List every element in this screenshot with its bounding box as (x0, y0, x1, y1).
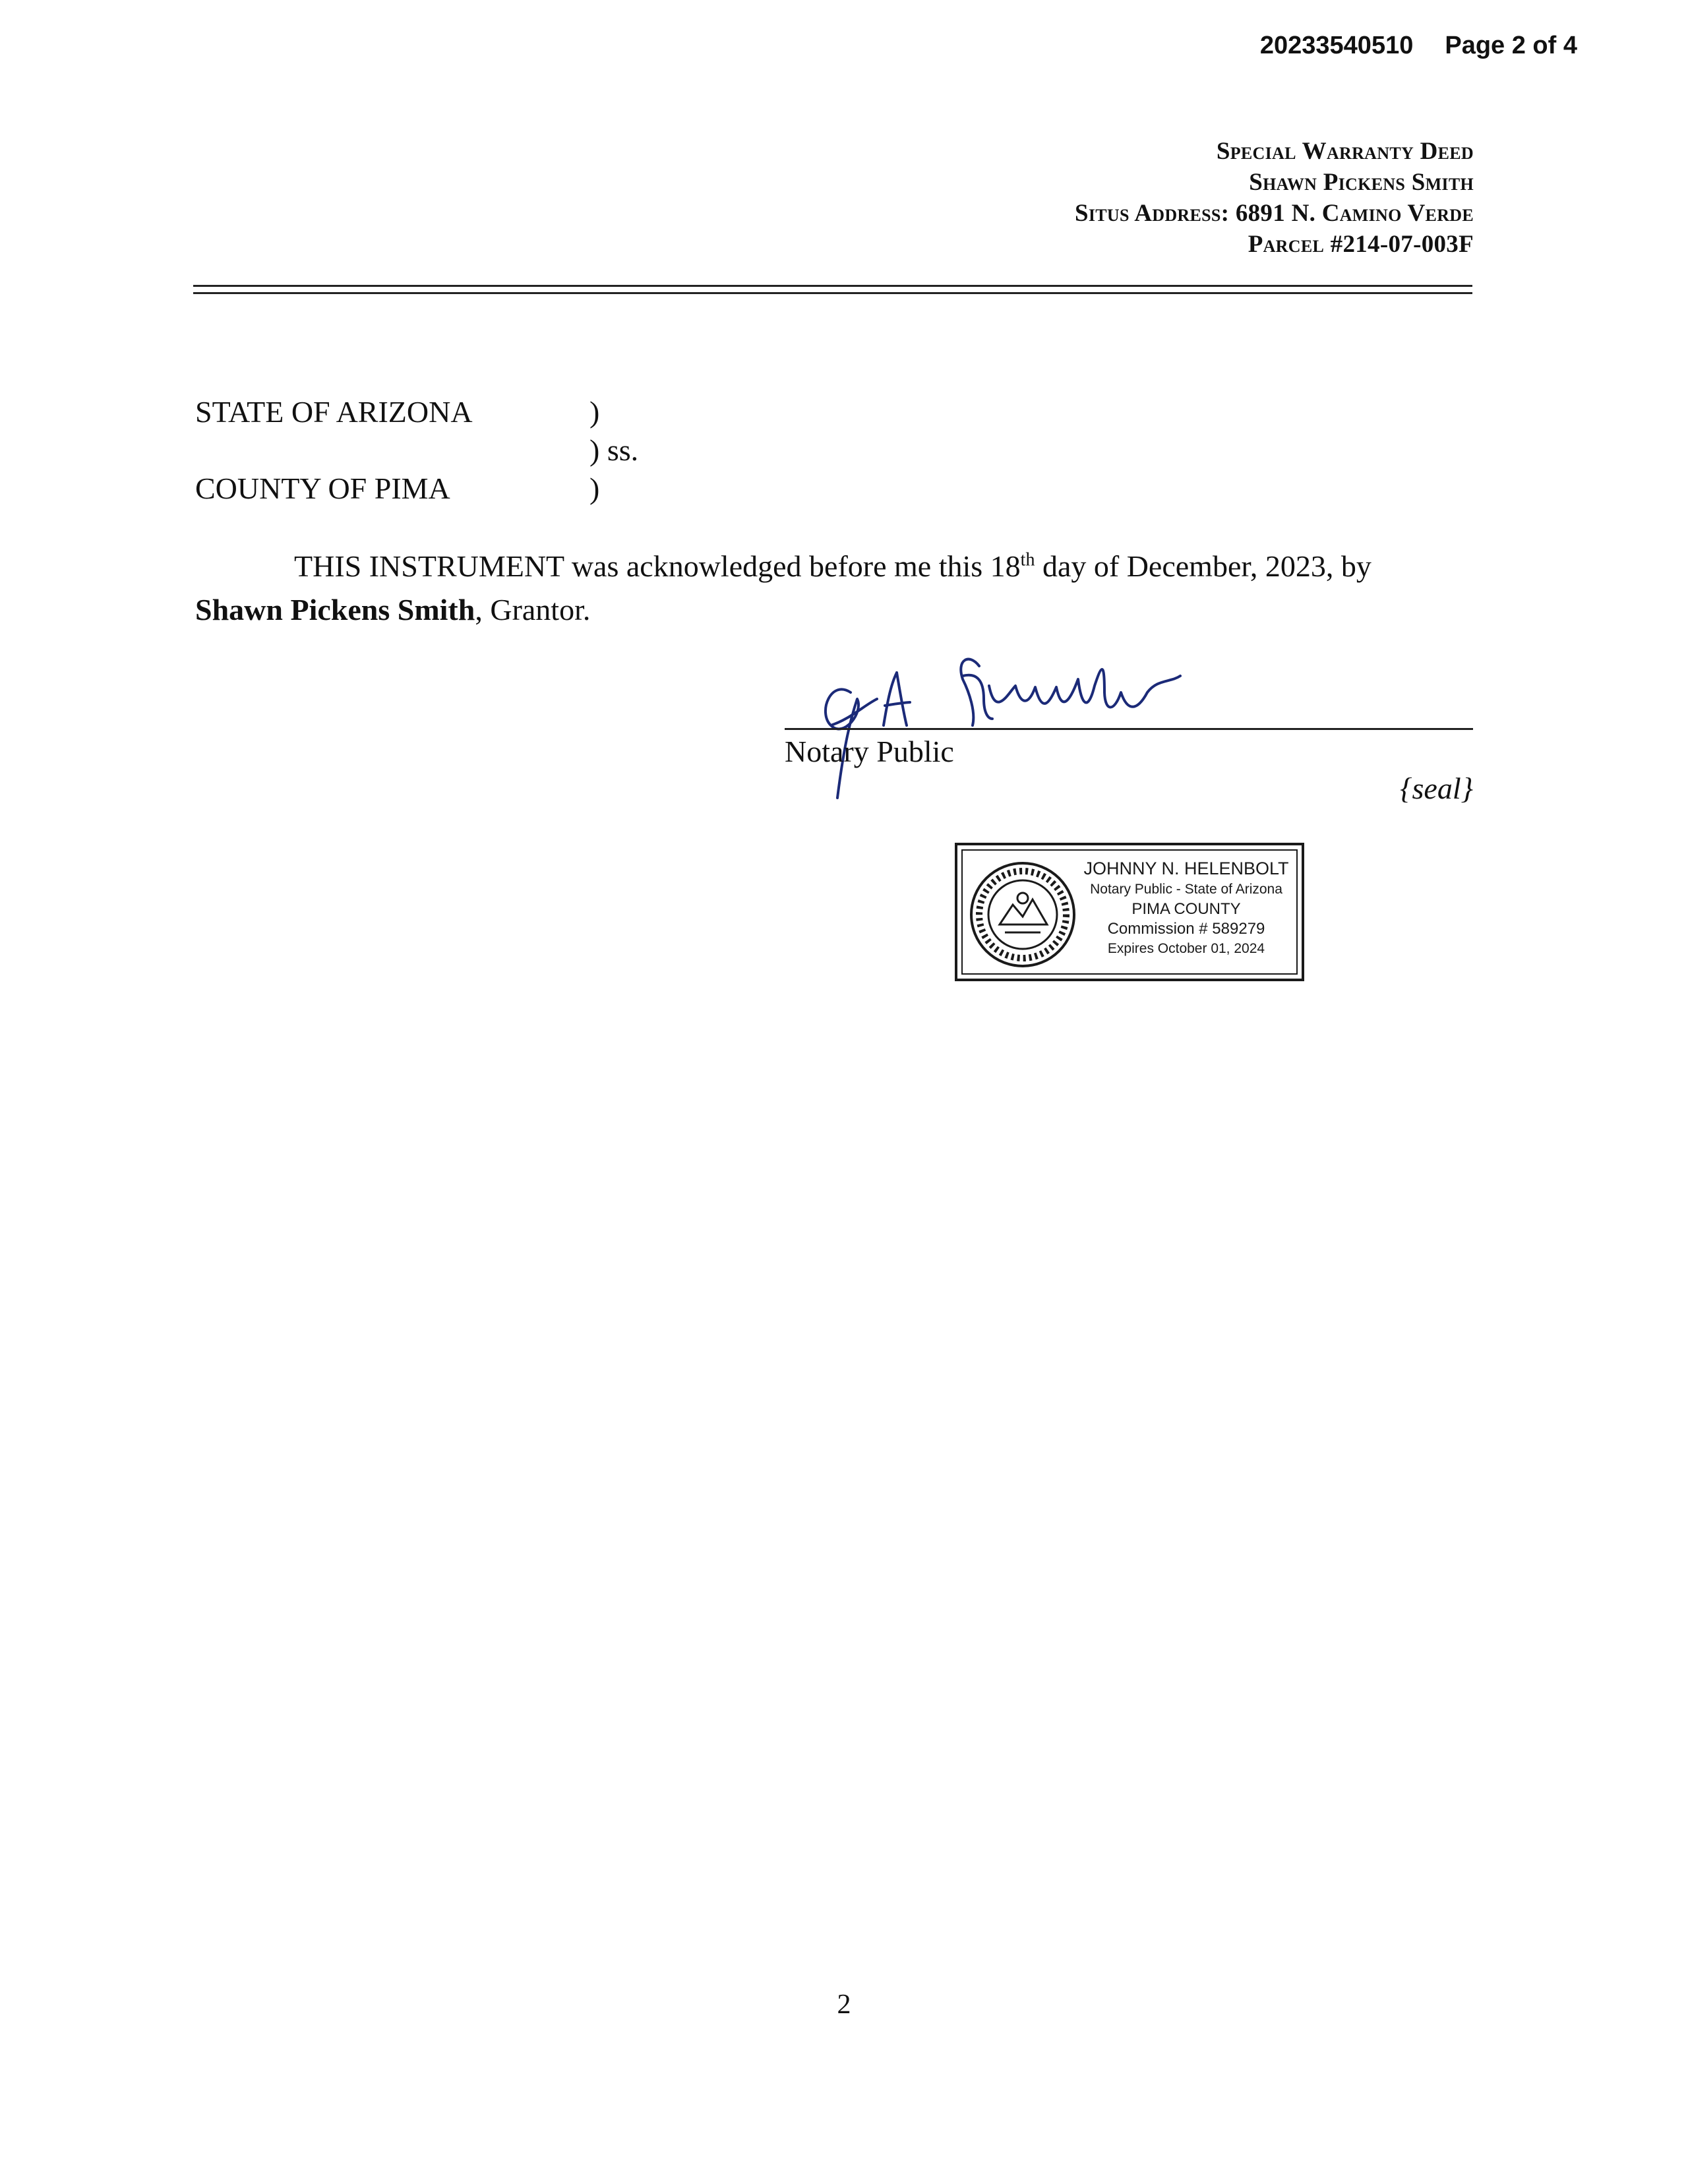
notary-public-label: Notary Public (785, 735, 954, 768)
page-count: Page 2 of 4 (1445, 32, 1577, 59)
stamp-notary-title: Notary Public - State of Arizona (1090, 882, 1282, 897)
signature-line (785, 728, 1473, 730)
document-caption (1075, 136, 1474, 260)
caption-situs-address: Situs Address: 6891 N. Camino Verde (1074, 200, 1474, 227)
stamp-expiration: Expires October 01, 2024 (1107, 941, 1265, 956)
caption-document-type: Special Warranty Deed (1216, 138, 1474, 165)
stamp-commission: Commission # 589279 (1107, 920, 1265, 938)
ack-lead: THIS INSTRUMENT was acknowledged before me this 18 (294, 549, 1021, 583)
recording-number: 20233540510 (1259, 32, 1414, 59)
grantor-name: Shawn Pickens Smith (195, 593, 475, 626)
page-number: 2 (837, 1989, 851, 2020)
venue-state: STATE OF ARIZONA (195, 395, 473, 429)
stamp-notary-name: JOHNNY N. HELENBOLT (1083, 859, 1289, 878)
header-divider (193, 285, 1472, 294)
seal-label: {seal} (1400, 772, 1473, 805)
venue-county: COUNTY OF PIMA (195, 471, 450, 505)
venue-paren-bottom: ) (589, 471, 600, 505)
notary-signature (811, 640, 1259, 804)
venue-paren-top: ) (589, 395, 600, 429)
acknowledgment-paragraph (195, 545, 1473, 632)
recording-header (1260, 32, 1577, 60)
ack-ordinal: th (1020, 549, 1035, 570)
notary-stamp (955, 843, 1304, 981)
state-seal-icon (967, 859, 1079, 971)
venue-ss: ) ss. (589, 433, 639, 467)
caption-grantor: Shawn Pickens Smith (1249, 169, 1474, 196)
stamp-county: PIMA COUNTY (1131, 900, 1241, 918)
ack-date: day of December, 2023, by (1035, 549, 1372, 583)
grantor-role: , Grantor. (475, 593, 591, 626)
caption-parcel: Parcel #214-07-003F (1248, 231, 1474, 258)
